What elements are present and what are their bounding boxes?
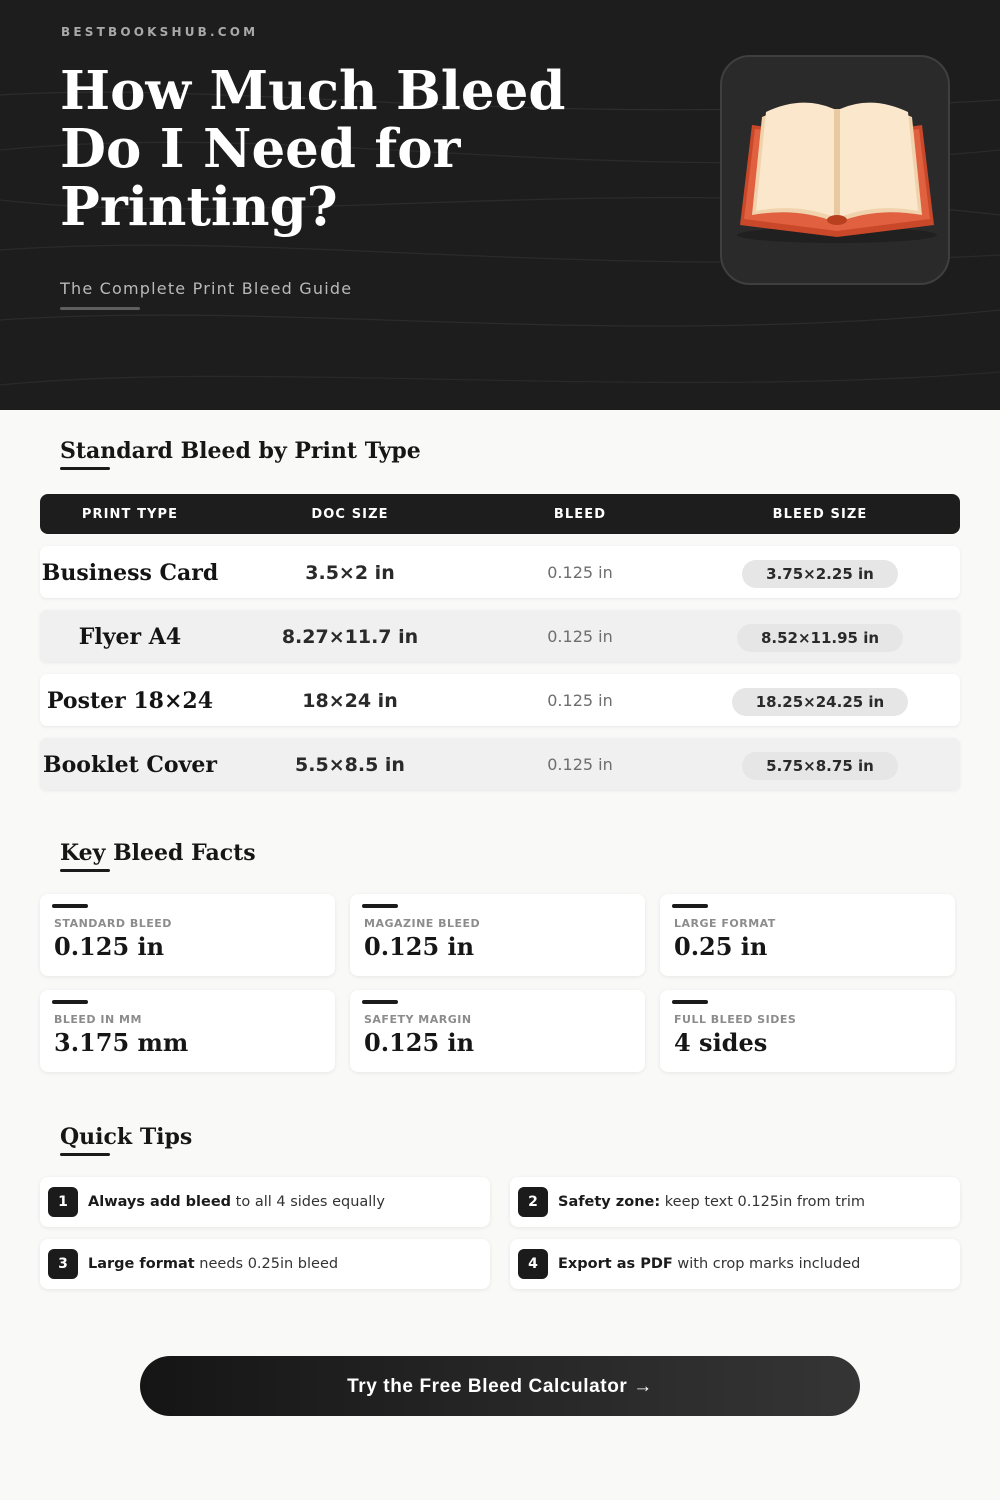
tip-number-badge: 2 — [518, 1187, 548, 1217]
tip-card — [510, 1177, 960, 1227]
bleed-cell: 0.125 in — [547, 563, 613, 582]
tip-number-badge: 3 — [48, 1249, 78, 1279]
fact-card-full-bleed-sides — [660, 990, 955, 1072]
fact-value: 0.125 in — [54, 932, 165, 961]
fact-card-magazine-bleed — [350, 894, 645, 976]
fact-value: 0.25 in — [674, 932, 768, 961]
tip-card — [510, 1239, 960, 1289]
fact-accent-bar — [52, 1000, 88, 1004]
bleed-size-pill: 8.52×11.95 in — [737, 624, 903, 652]
tip-text — [88, 1177, 385, 1227]
fact-label: SAFETY MARGIN — [364, 1013, 472, 1026]
fact-label: MAGAZINE BLEED — [364, 917, 481, 930]
table-section-underline — [60, 467, 110, 470]
header-doc-size: DOC SIZE — [311, 507, 389, 522]
bleed-calculator-cta-button[interactable]: Try the Free Bleed Calculator → — [140, 1356, 860, 1416]
doc-size-cell: 8.27×11.7 in — [281, 626, 419, 648]
table-row — [40, 546, 960, 598]
fact-accent-bar — [672, 904, 708, 908]
bleed-cell: 0.125 in — [547, 755, 613, 774]
header-print-type: PRINT TYPE — [81, 507, 179, 522]
tip-rest-text: keep text 0.125in from trim — [660, 1194, 866, 1210]
tip-bold-text: Large format — [88, 1256, 195, 1272]
facts-section-title: Key Bleed Facts — [60, 840, 256, 866]
fact-value: 4 sides — [674, 1028, 768, 1057]
fact-card-standard-bleed — [40, 894, 335, 976]
table-row — [40, 738, 960, 790]
hero-banner — [0, 0, 1000, 410]
fact-value: 3.175 mm — [54, 1028, 189, 1057]
fact-card-bleed-in-mm — [40, 990, 335, 1072]
fact-label: BLEED IN MM — [54, 1013, 142, 1026]
tip-card — [40, 1239, 490, 1289]
bleed-size-cell — [700, 610, 940, 662]
bleed-size-pill: 3.75×2.25 in — [742, 560, 898, 588]
fact-accent-bar — [362, 904, 398, 908]
bleed-cell: 0.125 in — [547, 691, 613, 710]
tip-card — [40, 1177, 490, 1227]
print-type-cell: Business Card — [41, 560, 219, 586]
doc-size-cell: 18×24 in — [302, 690, 398, 712]
facts-section-underline — [60, 869, 110, 872]
tip-number-badge: 1 — [48, 1187, 78, 1217]
brand-name[interactable]: BESTBOOKSHUB.COM — [61, 25, 259, 39]
fact-label: FULL BLEED SIDES — [674, 1013, 797, 1026]
fact-card-large-format — [660, 894, 955, 976]
bleed-size-cell — [700, 738, 940, 790]
bleed-size-pill: 18.25×24.25 in — [732, 688, 909, 716]
table-row — [40, 610, 960, 662]
doc-size-cell: 5.5×8.5 in — [295, 754, 405, 776]
page-title: How Much Bleed Do I Need for Printing? — [60, 60, 566, 238]
print-type-cell: Poster 18×24 — [46, 688, 214, 714]
table-row — [40, 674, 960, 726]
tip-text — [558, 1177, 865, 1227]
tip-number-badge: 4 — [518, 1249, 548, 1279]
fact-value: 0.125 in — [364, 932, 475, 961]
bleed-size-cell — [700, 546, 940, 598]
tip-bold-text: Safety zone: — [558, 1194, 661, 1210]
tip-rest-text: with crop marks included — [672, 1256, 861, 1272]
tip-bold-text: Export as PDF — [558, 1256, 673, 1272]
header-bleed-size: BLEED SIZE — [772, 507, 868, 522]
doc-size-cell: 3.5×2 in — [305, 562, 395, 584]
fact-label: LARGE FORMAT — [674, 917, 776, 930]
page-subtitle: The Complete Print Bleed Guide — [60, 279, 353, 298]
tips-section-underline — [60, 1153, 110, 1156]
tip-rest-text: needs 0.25in bleed — [194, 1256, 339, 1272]
table-section-title: Standard Bleed by Print Type — [60, 438, 421, 464]
fact-accent-bar — [672, 1000, 708, 1004]
bleed-size-pill: 5.75×8.75 in — [742, 752, 898, 780]
fact-accent-bar — [52, 904, 88, 908]
table-header — [40, 494, 960, 534]
tip-text — [558, 1239, 860, 1289]
tip-rest-text: to all 4 sides equally — [231, 1194, 385, 1210]
print-type-cell: Booklet Cover — [43, 752, 217, 778]
bleed-size-cell — [700, 674, 940, 726]
tip-bold-text: Always add bleed — [88, 1194, 232, 1210]
print-type-cell: Flyer A4 — [78, 624, 182, 650]
bleed-cell: 0.125 in — [547, 627, 613, 646]
subtitle-underline — [60, 307, 140, 310]
tips-section-title: Quick Tips — [60, 1124, 193, 1150]
open-book-icon — [720, 55, 950, 285]
tip-text — [88, 1239, 338, 1289]
header-bleed: BLEED — [553, 507, 607, 522]
fact-value: 0.125 in — [364, 1028, 475, 1057]
fact-accent-bar — [362, 1000, 398, 1004]
fact-label: STANDARD BLEED — [54, 917, 172, 930]
fact-card-safety-margin — [350, 990, 645, 1072]
